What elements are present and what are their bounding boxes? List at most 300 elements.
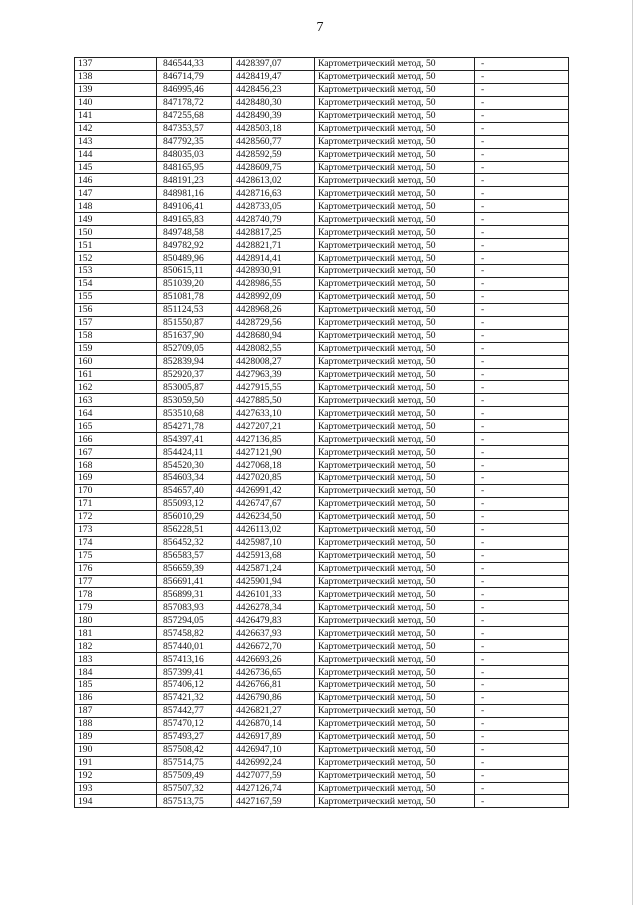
table-row	[75, 459, 569, 472]
point-number-cell: 137	[75, 58, 157, 71]
x-coordinate-cell: 850489,96	[157, 252, 232, 265]
description-cell: -	[475, 109, 569, 122]
description-cell: -	[475, 148, 569, 161]
x-coordinate-cell: 856899,31	[157, 588, 232, 601]
method-cell: Картометрический метод, 50	[315, 174, 475, 187]
description-cell: -	[475, 277, 569, 290]
table-row	[75, 290, 569, 303]
point-number-cell: 141	[75, 109, 157, 122]
description-cell: -	[475, 666, 569, 679]
point-number-cell: 194	[75, 795, 157, 808]
description-cell: -	[475, 575, 569, 588]
x-coordinate-cell: 857508,42	[157, 743, 232, 756]
x-coordinate-cell: 853005,87	[157, 381, 232, 394]
table-row	[75, 342, 569, 355]
method-cell: Картометрический метод, 50	[315, 640, 475, 653]
x-coordinate-cell: 853510,68	[157, 407, 232, 420]
description-cell: -	[475, 394, 569, 407]
method-cell: Картометрический метод, 50	[315, 277, 475, 290]
y-coordinate-cell: 4426113,02	[232, 523, 315, 536]
x-coordinate-cell: 854424,11	[157, 446, 232, 459]
description-cell: -	[475, 588, 569, 601]
y-coordinate-cell: 4426766,81	[232, 679, 315, 692]
description-cell: -	[475, 329, 569, 342]
method-cell: Картометрический метод, 50	[315, 497, 475, 510]
method-cell: Картометрический метод, 50	[315, 381, 475, 394]
y-coordinate-cell: 4428592,59	[232, 148, 315, 161]
y-coordinate-cell: 4428968,26	[232, 303, 315, 316]
table-row	[75, 743, 569, 756]
point-number-cell: 157	[75, 316, 157, 329]
description-cell: -	[475, 756, 569, 769]
x-coordinate-cell: 857493,27	[157, 730, 232, 743]
description-cell: -	[475, 497, 569, 510]
point-number-cell: 159	[75, 342, 157, 355]
y-coordinate-cell: 4428930,91	[232, 265, 315, 278]
table-row	[75, 510, 569, 523]
y-coordinate-cell: 4428729,56	[232, 316, 315, 329]
point-number-cell: 192	[75, 769, 157, 782]
method-cell: Картометрический метод, 50	[315, 575, 475, 588]
method-cell: Картометрический метод, 50	[315, 122, 475, 135]
table-row	[75, 122, 569, 135]
y-coordinate-cell: 4428503,18	[232, 122, 315, 135]
y-coordinate-cell: 4426101,33	[232, 588, 315, 601]
method-cell: Картометрический метод, 50	[315, 679, 475, 692]
description-cell: -	[475, 484, 569, 497]
y-coordinate-cell: 4427167,59	[232, 795, 315, 808]
method-cell: Картометрический метод, 50	[315, 704, 475, 717]
point-number-cell: 184	[75, 666, 157, 679]
table-row	[75, 316, 569, 329]
x-coordinate-cell: 847353,57	[157, 122, 232, 135]
x-coordinate-cell: 857513,75	[157, 795, 232, 808]
x-coordinate-cell: 857509,49	[157, 769, 232, 782]
description-cell: -	[475, 717, 569, 730]
method-cell: Картометрический метод, 50	[315, 459, 475, 472]
method-cell: Картометрический метод, 50	[315, 187, 475, 200]
table-row	[75, 575, 569, 588]
point-number-cell: 140	[75, 96, 157, 109]
table-row	[75, 187, 569, 200]
y-coordinate-cell: 4426637,93	[232, 627, 315, 640]
point-number-cell: 161	[75, 368, 157, 381]
y-coordinate-cell: 4427126,74	[232, 782, 315, 795]
point-number-cell: 154	[75, 277, 157, 290]
method-cell: Картометрический метод, 50	[315, 200, 475, 213]
y-coordinate-cell: 4428680,94	[232, 329, 315, 342]
method-cell: Картометрический метод, 50	[315, 523, 475, 536]
method-cell: Картометрический метод, 50	[315, 83, 475, 96]
description-cell: -	[475, 70, 569, 83]
x-coordinate-cell: 849782,92	[157, 239, 232, 252]
description-cell: -	[475, 290, 569, 303]
description-cell: -	[475, 96, 569, 109]
table-row	[75, 381, 569, 394]
y-coordinate-cell: 4428397,07	[232, 58, 315, 71]
x-coordinate-cell: 856659,39	[157, 562, 232, 575]
point-number-cell: 189	[75, 730, 157, 743]
y-coordinate-cell: 4427020,85	[232, 472, 315, 485]
table-row	[75, 782, 569, 795]
table-row	[75, 394, 569, 407]
description-cell: -	[475, 653, 569, 666]
method-cell: Картометрический метод, 50	[315, 355, 475, 368]
table-row	[75, 523, 569, 536]
table-row	[75, 213, 569, 226]
x-coordinate-cell: 849106,41	[157, 200, 232, 213]
table-row	[75, 730, 569, 743]
method-cell: Картометрический метод, 50	[315, 730, 475, 743]
x-coordinate-cell: 854657,40	[157, 484, 232, 497]
table-row	[75, 96, 569, 109]
description-cell: -	[475, 769, 569, 782]
x-coordinate-cell: 857507,32	[157, 782, 232, 795]
point-number-cell: 177	[75, 575, 157, 588]
description-cell: -	[475, 782, 569, 795]
point-number-cell: 152	[75, 252, 157, 265]
method-cell: Картометрический метод, 50	[315, 756, 475, 769]
point-number-cell: 167	[75, 446, 157, 459]
x-coordinate-cell: 857083,93	[157, 601, 232, 614]
table-row	[75, 174, 569, 187]
y-coordinate-cell: 4426747,67	[232, 497, 315, 510]
description-cell: -	[475, 122, 569, 135]
method-cell: Картометрический метод, 50	[315, 148, 475, 161]
description-cell: -	[475, 640, 569, 653]
x-coordinate-cell: 847792,35	[157, 135, 232, 148]
point-number-cell: 175	[75, 549, 157, 562]
table-row	[75, 239, 569, 252]
table-row	[75, 446, 569, 459]
y-coordinate-cell: 4427121,90	[232, 446, 315, 459]
description-cell: -	[475, 433, 569, 446]
method-cell: Картометрический метод, 50	[315, 769, 475, 782]
x-coordinate-cell: 857442,77	[157, 704, 232, 717]
x-coordinate-cell: 855093,12	[157, 497, 232, 510]
y-coordinate-cell: 4426736,65	[232, 666, 315, 679]
table-row	[75, 562, 569, 575]
description-cell: -	[475, 743, 569, 756]
y-coordinate-cell: 4428817,25	[232, 226, 315, 239]
table-row	[75, 717, 569, 730]
y-coordinate-cell: 4427963,39	[232, 368, 315, 381]
y-coordinate-cell: 4428480,30	[232, 96, 315, 109]
y-coordinate-cell: 4426870,14	[232, 717, 315, 730]
x-coordinate-cell: 857406,12	[157, 679, 232, 692]
point-number-cell: 143	[75, 135, 157, 148]
y-coordinate-cell: 4427068,18	[232, 459, 315, 472]
point-number-cell: 156	[75, 303, 157, 316]
description-cell: -	[475, 627, 569, 640]
x-coordinate-cell: 848981,16	[157, 187, 232, 200]
x-coordinate-cell: 854271,78	[157, 420, 232, 433]
method-cell: Картометрический метод, 50	[315, 265, 475, 278]
y-coordinate-cell: 4428560,77	[232, 135, 315, 148]
y-coordinate-cell: 4428419,47	[232, 70, 315, 83]
x-coordinate-cell: 857458,82	[157, 627, 232, 640]
table-row	[75, 536, 569, 549]
point-number-cell: 190	[75, 743, 157, 756]
point-number-cell: 176	[75, 562, 157, 575]
y-coordinate-cell: 4426672,70	[232, 640, 315, 653]
table-row	[75, 679, 569, 692]
y-coordinate-cell: 4428490,39	[232, 109, 315, 122]
table-row	[75, 303, 569, 316]
y-coordinate-cell: 4426790,86	[232, 691, 315, 704]
y-coordinate-cell: 4426947,10	[232, 743, 315, 756]
y-coordinate-cell: 4428008,27	[232, 355, 315, 368]
y-coordinate-cell: 4425913,68	[232, 549, 315, 562]
point-number-cell: 158	[75, 329, 157, 342]
point-number-cell: 166	[75, 433, 157, 446]
description-cell: -	[475, 562, 569, 575]
method-cell: Картометрический метод, 50	[315, 627, 475, 640]
point-number-cell: 160	[75, 355, 157, 368]
description-cell: -	[475, 174, 569, 187]
description-cell: -	[475, 510, 569, 523]
table-row	[75, 472, 569, 485]
point-number-cell: 165	[75, 420, 157, 433]
point-number-cell: 179	[75, 601, 157, 614]
x-coordinate-cell: 846544,33	[157, 58, 232, 71]
coordinates-table	[74, 57, 569, 808]
coordinates-table-body	[75, 58, 569, 808]
description-cell: -	[475, 58, 569, 71]
y-coordinate-cell: 4428609,75	[232, 161, 315, 174]
x-coordinate-cell: 857440,01	[157, 640, 232, 653]
description-cell: -	[475, 355, 569, 368]
point-number-cell: 188	[75, 717, 157, 730]
y-coordinate-cell: 4427633,10	[232, 407, 315, 420]
point-number-cell: 172	[75, 510, 157, 523]
description-cell: -	[475, 795, 569, 808]
point-number-cell: 182	[75, 640, 157, 653]
table-row	[75, 627, 569, 640]
x-coordinate-cell: 852839,94	[157, 355, 232, 368]
method-cell: Картометрический метод, 50	[315, 653, 475, 666]
table-row	[75, 614, 569, 627]
point-number-cell: 145	[75, 161, 157, 174]
method-cell: Картометрический метод, 50	[315, 290, 475, 303]
point-number-cell: 142	[75, 122, 157, 135]
description-cell: -	[475, 459, 569, 472]
y-coordinate-cell: 4426991,42	[232, 484, 315, 497]
method-cell: Картометрический метод, 50	[315, 213, 475, 226]
table-row	[75, 588, 569, 601]
x-coordinate-cell: 848191,23	[157, 174, 232, 187]
description-cell: -	[475, 730, 569, 743]
table-row	[75, 252, 569, 265]
method-cell: Картометрический метод, 50	[315, 601, 475, 614]
point-number-cell: 181	[75, 627, 157, 640]
x-coordinate-cell: 851081,78	[157, 290, 232, 303]
description-cell: -	[475, 381, 569, 394]
description-cell: -	[475, 472, 569, 485]
table-row	[75, 691, 569, 704]
point-number-cell: 191	[75, 756, 157, 769]
method-cell: Картометрический метод, 50	[315, 329, 475, 342]
x-coordinate-cell: 850615,11	[157, 265, 232, 278]
description-cell: -	[475, 691, 569, 704]
x-coordinate-cell: 852920,37	[157, 368, 232, 381]
point-number-cell: 178	[75, 588, 157, 601]
y-coordinate-cell: 4425871,24	[232, 562, 315, 575]
point-number-cell: 164	[75, 407, 157, 420]
method-cell: Картометрический метод, 50	[315, 135, 475, 148]
x-coordinate-cell: 857470,12	[157, 717, 232, 730]
x-coordinate-cell: 857421,32	[157, 691, 232, 704]
y-coordinate-cell: 4428733,05	[232, 200, 315, 213]
point-number-cell: 153	[75, 265, 157, 278]
table-row	[75, 355, 569, 368]
x-coordinate-cell: 852709,05	[157, 342, 232, 355]
method-cell: Картометрический метод, 50	[315, 536, 475, 549]
table-row	[75, 200, 569, 213]
description-cell: -	[475, 161, 569, 174]
description-cell: -	[475, 523, 569, 536]
method-cell: Картометрический метод, 50	[315, 342, 475, 355]
point-number-cell: 173	[75, 523, 157, 536]
description-cell: -	[475, 226, 569, 239]
method-cell: Картометрический метод, 50	[315, 666, 475, 679]
y-coordinate-cell: 4426278,34	[232, 601, 315, 614]
x-coordinate-cell: 849165,83	[157, 213, 232, 226]
table-row	[75, 135, 569, 148]
method-cell: Картометрический метод, 50	[315, 161, 475, 174]
description-cell: -	[475, 368, 569, 381]
point-number-cell: 186	[75, 691, 157, 704]
y-coordinate-cell: 4426693,26	[232, 653, 315, 666]
method-cell: Картометрический метод, 50	[315, 795, 475, 808]
y-coordinate-cell: 4427136,85	[232, 433, 315, 446]
x-coordinate-cell: 853059,50	[157, 394, 232, 407]
y-coordinate-cell: 4428992,09	[232, 290, 315, 303]
method-cell: Картометрический метод, 50	[315, 407, 475, 420]
x-coordinate-cell: 851124,53	[157, 303, 232, 316]
table-row	[75, 226, 569, 239]
description-cell: -	[475, 316, 569, 329]
x-coordinate-cell: 851550,87	[157, 316, 232, 329]
x-coordinate-cell: 857399,41	[157, 666, 232, 679]
y-coordinate-cell: 4426234,50	[232, 510, 315, 523]
method-cell: Картометрический метод, 50	[315, 562, 475, 575]
method-cell: Картометрический метод, 50	[315, 717, 475, 730]
x-coordinate-cell: 847255,68	[157, 109, 232, 122]
description-cell: -	[475, 187, 569, 200]
x-coordinate-cell: 851637,90	[157, 329, 232, 342]
description-cell: -	[475, 83, 569, 96]
scan-edge-line	[632, 0, 633, 905]
point-number-cell: 193	[75, 782, 157, 795]
method-cell: Картометрический метод, 50	[315, 109, 475, 122]
table-row	[75, 58, 569, 71]
description-cell: -	[475, 407, 569, 420]
table-row	[75, 265, 569, 278]
y-coordinate-cell: 4428716,63	[232, 187, 315, 200]
method-cell: Картометрический метод, 50	[315, 420, 475, 433]
point-number-cell: 150	[75, 226, 157, 239]
y-coordinate-cell: 4427077,59	[232, 769, 315, 782]
point-number-cell: 148	[75, 200, 157, 213]
y-coordinate-cell: 4425901,94	[232, 575, 315, 588]
table-row	[75, 433, 569, 446]
table-row	[75, 368, 569, 381]
method-cell: Картометрический метод, 50	[315, 549, 475, 562]
x-coordinate-cell: 856452,32	[157, 536, 232, 549]
x-coordinate-cell: 848035,03	[157, 148, 232, 161]
method-cell: Картометрический метод, 50	[315, 96, 475, 109]
x-coordinate-cell: 857413,16	[157, 653, 232, 666]
x-coordinate-cell: 846995,46	[157, 83, 232, 96]
method-cell: Картометрический метод, 50	[315, 394, 475, 407]
y-coordinate-cell: 4427885,50	[232, 394, 315, 407]
description-cell: -	[475, 252, 569, 265]
x-coordinate-cell: 856691,41	[157, 575, 232, 588]
point-number-cell: 174	[75, 536, 157, 549]
description-cell: -	[475, 239, 569, 252]
description-cell: -	[475, 200, 569, 213]
point-number-cell: 138	[75, 70, 157, 83]
point-number-cell: 151	[75, 239, 157, 252]
point-number-cell: 147	[75, 187, 157, 200]
table-row	[75, 549, 569, 562]
y-coordinate-cell: 4428082,55	[232, 342, 315, 355]
method-cell: Картометрический метод, 50	[315, 70, 475, 83]
table-row	[75, 756, 569, 769]
method-cell: Картометрический метод, 50	[315, 239, 475, 252]
point-number-cell: 171	[75, 497, 157, 510]
x-coordinate-cell: 854603,34	[157, 472, 232, 485]
description-cell: -	[475, 213, 569, 226]
y-coordinate-cell: 4425987,10	[232, 536, 315, 549]
method-cell: Картометрический метод, 50	[315, 691, 475, 704]
method-cell: Картометрический метод, 50	[315, 782, 475, 795]
description-cell: -	[475, 342, 569, 355]
description-cell: -	[475, 614, 569, 627]
page-number: 7	[316, 20, 324, 35]
y-coordinate-cell: 4426992,24	[232, 756, 315, 769]
x-coordinate-cell: 849748,58	[157, 226, 232, 239]
point-number-cell: 163	[75, 394, 157, 407]
table-row	[75, 70, 569, 83]
point-number-cell: 183	[75, 653, 157, 666]
table-row	[75, 407, 569, 420]
x-coordinate-cell: 857514,75	[157, 756, 232, 769]
table-row	[75, 795, 569, 808]
table-row	[75, 640, 569, 653]
x-coordinate-cell: 854520,30	[157, 459, 232, 472]
point-number-cell: 139	[75, 83, 157, 96]
description-cell: -	[475, 679, 569, 692]
description-cell: -	[475, 135, 569, 148]
method-cell: Картометрический метод, 50	[315, 588, 475, 601]
point-number-cell: 162	[75, 381, 157, 394]
method-cell: Картометрический метод, 50	[315, 316, 475, 329]
method-cell: Картометрический метод, 50	[315, 58, 475, 71]
method-cell: Картометрический метод, 50	[315, 303, 475, 316]
table-row	[75, 329, 569, 342]
point-number-cell: 149	[75, 213, 157, 226]
y-coordinate-cell: 4428821,71	[232, 239, 315, 252]
x-coordinate-cell: 857294,05	[157, 614, 232, 627]
y-coordinate-cell: 4428986,55	[232, 277, 315, 290]
point-number-cell: 170	[75, 484, 157, 497]
table-row	[75, 497, 569, 510]
method-cell: Картометрический метод, 50	[315, 614, 475, 627]
table-row	[75, 484, 569, 497]
x-coordinate-cell: 856583,57	[157, 549, 232, 562]
